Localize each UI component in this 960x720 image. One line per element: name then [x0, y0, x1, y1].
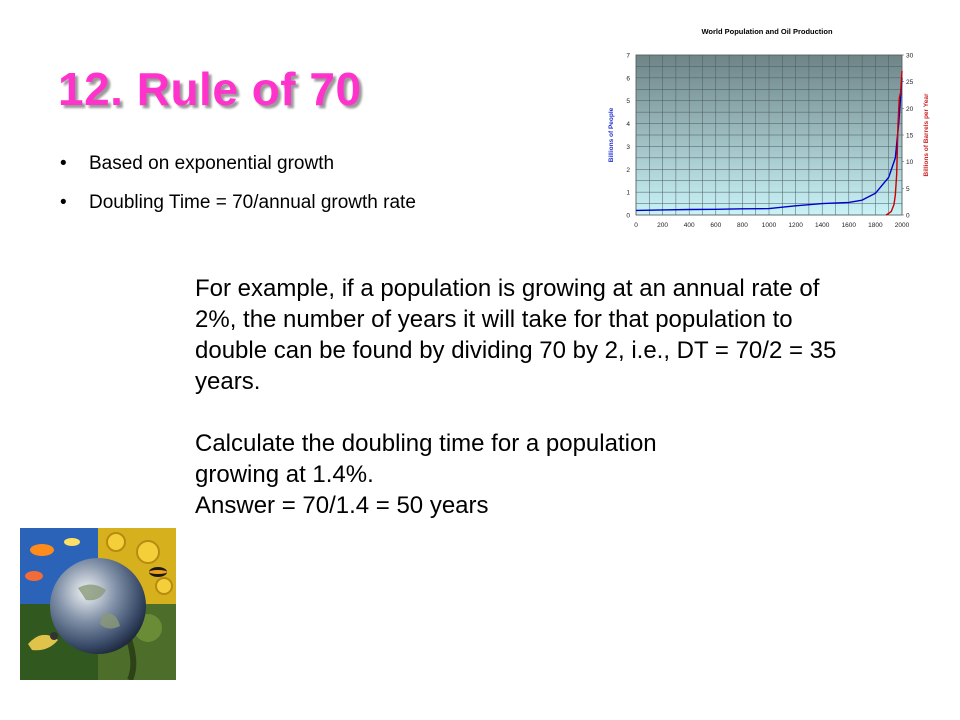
y-tick-label: 0	[626, 212, 630, 220]
y-tick-label: 3	[626, 143, 630, 151]
example-text-block	[195, 273, 855, 521]
y2-tick-label: 0	[906, 212, 910, 220]
x-tick-label: 800	[736, 222, 748, 229]
y-tick-label: 5	[626, 98, 630, 106]
y-tick-label: 2	[626, 166, 630, 174]
x-tick-label: 1200	[788, 222, 803, 229]
y-tick-label: 6	[626, 75, 630, 83]
bullet-item	[60, 152, 416, 175]
y2-tick-label: 5	[906, 185, 910, 193]
bullet-dot: •	[60, 192, 67, 213]
y-tick-label: 7	[626, 52, 630, 60]
question-line-1: Calculate the doubling time for a population	[195, 430, 657, 457]
y-tick-label: 4	[626, 121, 630, 129]
example-paragraph: For example, if a population is growing at an annual rate of 2%, the number of years it will take for that population to double can be found by dividing 70 by 2, i.e., DT = 70/2 = 35 years.	[195, 275, 837, 395]
x-tick-label: 200	[657, 222, 669, 229]
bullet-dot: •	[60, 153, 67, 174]
y-axis-label: Billions of People	[608, 107, 615, 163]
x-tick-label: 600	[710, 222, 722, 229]
x-tick-label: 1400	[814, 222, 830, 229]
bullet-list	[60, 152, 416, 230]
population-oil-chart	[596, 22, 934, 236]
x-tick-label: 1600	[841, 222, 857, 229]
x-tick-label: 400	[683, 222, 695, 229]
y2-tick-label: 10	[906, 159, 914, 167]
y2-axis-label: Billions of Barrels per Year	[923, 93, 930, 177]
slide-title: 12. Rule of 70	[58, 63, 362, 115]
y2-tick-label: 20	[906, 105, 914, 113]
bullet-item	[60, 191, 416, 214]
earth-nature-collage-icon	[20, 528, 176, 680]
y-tick-label: 1	[626, 189, 630, 197]
y2-tick-label: 25	[906, 79, 914, 87]
x-tick-label: 1800	[868, 222, 883, 229]
y2-tick-label: 15	[906, 132, 914, 140]
paragraph-gap	[195, 397, 855, 428]
bullet-text: Based on exponential growth	[89, 153, 335, 174]
x-tick-label: 2000	[894, 222, 910, 229]
x-tick-label: 0	[634, 222, 638, 229]
bullet-text: Doubling Time = 70/annual growth rate	[89, 192, 416, 213]
question-line-2: growing at 1.4%.	[195, 461, 374, 488]
chart-grid	[636, 55, 902, 215]
x-tick-label: 1000	[761, 222, 777, 229]
answer-line: Answer = 70/1.4 = 50 years	[195, 492, 489, 519]
chart-title: World Population and Oil Production	[701, 27, 833, 36]
y2-tick-label: 30	[906, 52, 914, 60]
